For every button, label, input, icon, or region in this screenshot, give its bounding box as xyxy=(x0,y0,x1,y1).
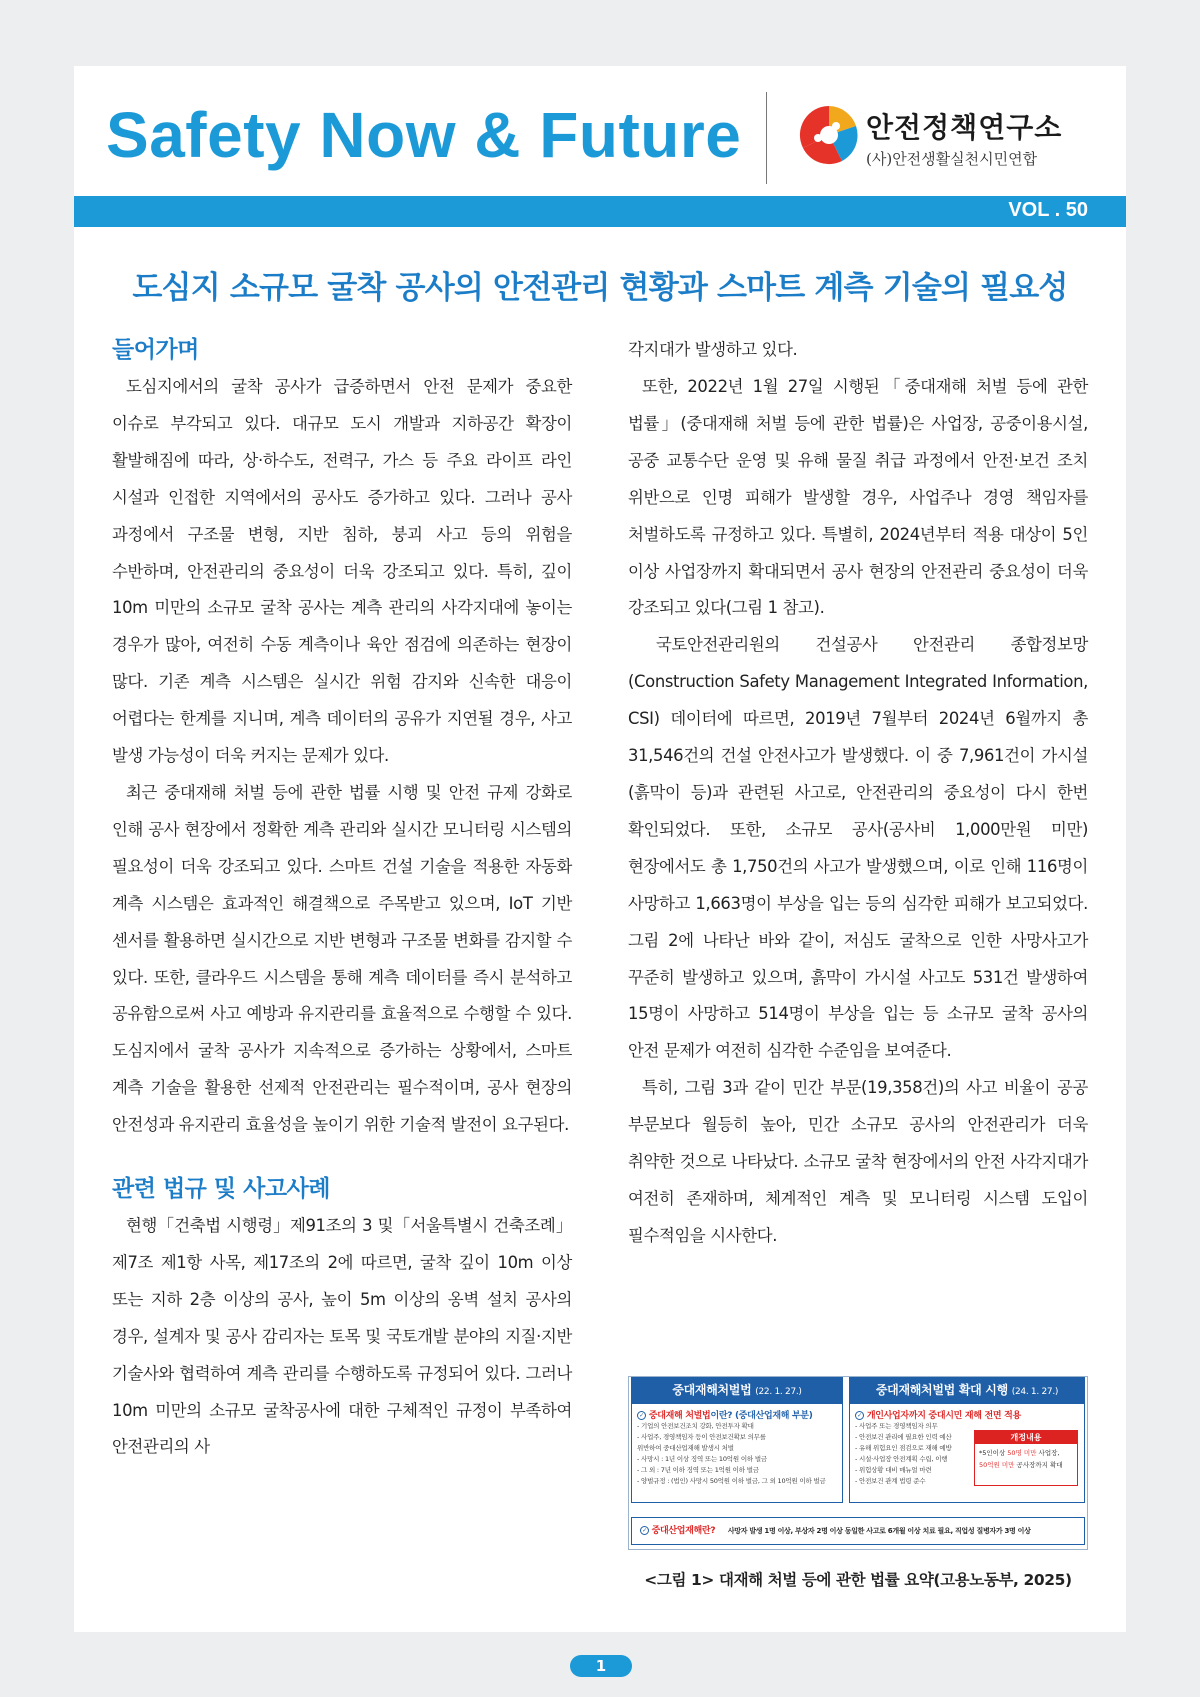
check-circle-icon: ✓ xyxy=(637,1411,646,1420)
figure-item: - 사업주, 경영책임자 등이 안전보건확보 의무를 xyxy=(637,1433,766,1441)
safety-institute-logo-icon xyxy=(798,104,860,166)
amendment-text: 사업장, xyxy=(1036,1449,1060,1457)
org-subtitle: (사)안전생활실천시민연합 xyxy=(866,150,1038,168)
figure-date: (22. 1. 27.) xyxy=(755,1387,802,1397)
page-number: 1 xyxy=(570,1655,632,1677)
figure-subheading xyxy=(855,1408,1079,1421)
figure-panel-title xyxy=(849,1377,1085,1403)
amendment-line-1 xyxy=(979,1447,1073,1459)
figure-panel-law xyxy=(631,1377,843,1505)
newsletter-page xyxy=(74,66,1126,1632)
section-spacer xyxy=(112,1144,572,1170)
figure-item: - 안전보건 관계 법령 준수 xyxy=(855,1477,926,1485)
figure-item: 위반하여 중대산업재해 발생시 처벌 xyxy=(637,1444,734,1452)
amendment-highlight: 50억원 미만 xyxy=(979,1461,1015,1469)
amendment-text: *5인이상 xyxy=(979,1449,1008,1457)
figure-panel-body xyxy=(631,1403,843,1503)
figure-subheading-red: 중대재해 처벌법 xyxy=(648,1411,711,1421)
figure-date: (24. 1. 27.) xyxy=(1011,1387,1059,1397)
org-name: 안전정책연구소 xyxy=(866,111,1063,144)
figure-item: - 양벌규정 : (법인) 사망시 50억원 이하 벌금, 그 외 10억원 이하 벌금 xyxy=(637,1477,826,1485)
brand-title: Safety Now & Future xyxy=(106,99,742,171)
header-divider xyxy=(766,92,767,184)
figure-item: - 시설·사업장 안전계획 수립, 이행 xyxy=(855,1455,948,1463)
amendment-line-2 xyxy=(979,1459,1073,1471)
figure-panel-expansion xyxy=(849,1377,1085,1505)
figure-panel-body xyxy=(849,1403,1085,1503)
figure-item: - 기업의 안전보건조치 강화, 안전투자 확대 xyxy=(637,1422,754,1430)
amendment-body xyxy=(975,1444,1077,1474)
figure-item: - 유해 위험요인 점검으로 재해 예방 xyxy=(855,1444,952,1452)
definition-text: 사망자 발생 1명 이상, 부상자 2명 이상 동일한 사고로 6개월 이상 치료 필요, 직업성 질병자가 3명 이상 xyxy=(727,1527,1031,1535)
figure-panel-title xyxy=(631,1377,843,1403)
check-circle-icon: ✓ xyxy=(855,1411,864,1420)
figure-definition-bar xyxy=(631,1517,1085,1545)
intro-paragraph-1: 도심지에서의 굴착 공사가 급증하면서 안전 문제가 중요한 이슈로 부각되고 있다. 대규모 도시 개발과 지하공간 확장이 활발해짐에 따라, 상·하수도, 전력구, 가스 등 주요 라이프 라인 시설과 인접한 지역에서의 공사도 증가하고 있다. 그러나 공사 과정에서 구조물 변형, 지반 침하, 붕괴 사고 등의 위험을 수반하며, 안전관리의 중요성이 더욱 강조되고 있다. 특히, 깊이 10m 미만의 소규모 굴착 공사는 계측 관리의 사각지대에 놓이는 경우가 많아, 여전히 수동 계측이나 육안 점검에 의존하는 현장이 많다. 기존 계측 시스템은 실시간 위험 감지와 신속한 대응이 어렵다는 한계를 지니며, 계측 데이터의 공유가 지연될 경우, 사고 발생 가능성이 더욱 커지는 문제가 있다. xyxy=(112,377,572,766)
section-heading-law: 관련 법규 및 사고사례 xyxy=(112,1176,330,1203)
figure-subheading xyxy=(637,1408,837,1421)
definition-label: 중대산업재해란? xyxy=(651,1526,716,1536)
figure-subheading-red: 적용 xyxy=(1004,1411,1021,1421)
law-paragraph-2: 또한, 2022년 1월 27일 시행된「중대재해 처벌 등에 관한 법률」(중대재해 처벌 등에 관한 법률)은 사업장, 공중이용시설, 공중 교통수단 운영 및 유해 물질 취급 과정에서 안전·보건 조치 위반으로 인명 피해가 발생할 경우, 사업주나 경영 책임자를 처벌하도록 규정하고 있다. 특별히, 2024년부터 적용 대상이 5인 이상 사업장까지 확대되면서 공사 현장의 안전관리 중요성이 더욱 강조되고 있다(그림 1 참고). xyxy=(628,377,1088,618)
section-heading-intro: 들어가며 xyxy=(112,337,199,363)
masthead xyxy=(74,66,1126,196)
right-column xyxy=(628,331,1088,1255)
amendment-box xyxy=(974,1430,1078,1486)
volume-label: VOL . 50 xyxy=(1008,199,1088,221)
continued-paragraph: 각지대가 발생하고 있다. xyxy=(628,340,798,359)
figure-item: - 위험상황 대비 매뉴얼 마련 xyxy=(855,1466,932,1474)
figure-subheading-text: 개인사업자까지 중대시민 재해 전면 xyxy=(866,1411,1005,1421)
figure-caption: <그림 1> 대재해 처벌 등에 관한 법률 요약(고용노동부, 2025) xyxy=(644,1571,1072,1589)
figure-item: - 그 외 : 7년 이하 징역 또는 1억원 이하 벌금 xyxy=(637,1466,759,1474)
figure-item: - 사망시 : 1년 이상 징역 또는 10억원 이하 벌금 xyxy=(637,1455,768,1463)
amendment-text: 공사장까지 확대 xyxy=(1014,1461,1063,1469)
figure-item: - 안전보건 관리에 필요한 인력 예산 xyxy=(855,1433,952,1441)
law-paragraph-1: 현행「건축법 시행령」제91조의 3 및「서울특별시 건축조례」제7조 제1항 사목, 제17조의 2에 따르면, 굴착 깊이 10m 이상 또는 지하 2층 이상의 공사, 높이 5m 이상의 옹벽 설치 공사의 경우, 설계자 및 공사 감리자는 토목 및 국토개발 분야의 지질·지반 기술사와 협력하여 계측 관리를 수행하도록 규정되어 있다. 그러나 10m 미만의 소규모 굴착공사에 대한 구체적인 규정이 부족하여 안전관리의 사 xyxy=(112,1216,572,1457)
check-circle-icon: ✓ xyxy=(640,1526,649,1535)
intro-paragraph-2: 최근 중대재해 처벌 등에 관한 법률 시행 및 안전 규제 강화로 인해 공사 현장에서 정확한 계측 관리와 실시간 모니터링 시스템의 필요성이 더욱 강조되고 있다. 스마트 건설 기술을 적용한 자동화 계측 시스템은 효과적인 해결책으로 주목받고 있으며, IoT 기반 센서를 활용하면 실시간으로 지반 변형과 구조물 변화를 감지할 수 있다. 또한, 클라우드 시스템을 통해 계측 데이터를 즉시 분석하고 공유함으로써 사고 예방과 유지관리를 효율적으로 수행할 수 있다. 도심지에서 굴착 공사가 지속적으로 증가하는 상황에서, 스마트 계측 기술을 활용한 선제적 안전관리는 필수적이며, 공사 현장의 안전성과 유지관리 효율성을 높이기 위한 기술적 발전이 요구된다. xyxy=(112,782,572,1135)
article-headline: 도심지 소규모 굴착 공사의 안전관리 현황과 스마트 계측 기술의 필요성 xyxy=(132,270,1068,306)
csi-paragraph: 국토안전관리원의 건설공사 안전관리 종합정보망(Construction Safety Management Integrated Information, CSI) 데이터에 따르면, 2019년 7월부터 2024년 6월까지 총 31,546건의 건설 안전사고가 발생했다. 이 중 7,961건이 가시설(흙막이 등)과 관련된 사고로, 안전관리의 중요성이 다시 한번 확인되었다. 또한, 소규모 공사(공사비 1,000만원 미만) 현장에서도 총 1,750건의 사고가 발생했으며, 이로 인해 116명이 사망하고 1,663명이 부상을 입는 등의 심각한 피해가 보고되었다. 그림 2에 나타난 바와 같이, 저심도 굴착으로 인한 사망사고가 꾸준히 발생하고 있으며, 흙막이 가시설 사고도 531건 발생하여 15명이 사망하고 514명이 부상을 입는 등 소규모 굴착 공사의 안전 문제가 여전히 심각한 수준임을 보여준다. xyxy=(628,635,1088,1061)
figure-1 xyxy=(628,1376,1088,1550)
private-sector-paragraph: 특히, 그림 3과 같이 민간 부문(19,358건)의 사고 비율이 공공 부문보다 월등히 높아, 민간 소규모 공사의 안전관리가 더욱 취약한 것으로 나타났다. 소규모 굴착 현장에서의 안전 사각지대가 여전히 존재하며, 체계적인 계측 및 모니터링 시스템 도입이 필수적임을 시사한다. xyxy=(628,1078,1088,1245)
figure-title-text: 중대재해처벌법 확대 시행 xyxy=(875,1383,1008,1397)
figure-title-text: 중대재해처벌법 xyxy=(672,1383,752,1397)
figure-subheading-text: 이란? (중대산업재해 부분) xyxy=(710,1411,813,1421)
volume-bar xyxy=(74,196,1126,227)
amendment-heading: 개정내용 xyxy=(975,1431,1077,1444)
left-column xyxy=(112,331,572,1466)
figure-item: - 사업주 또는 경영책임자 의무 xyxy=(855,1422,938,1430)
amendment-highlight: 50명 미만 xyxy=(1007,1449,1037,1457)
